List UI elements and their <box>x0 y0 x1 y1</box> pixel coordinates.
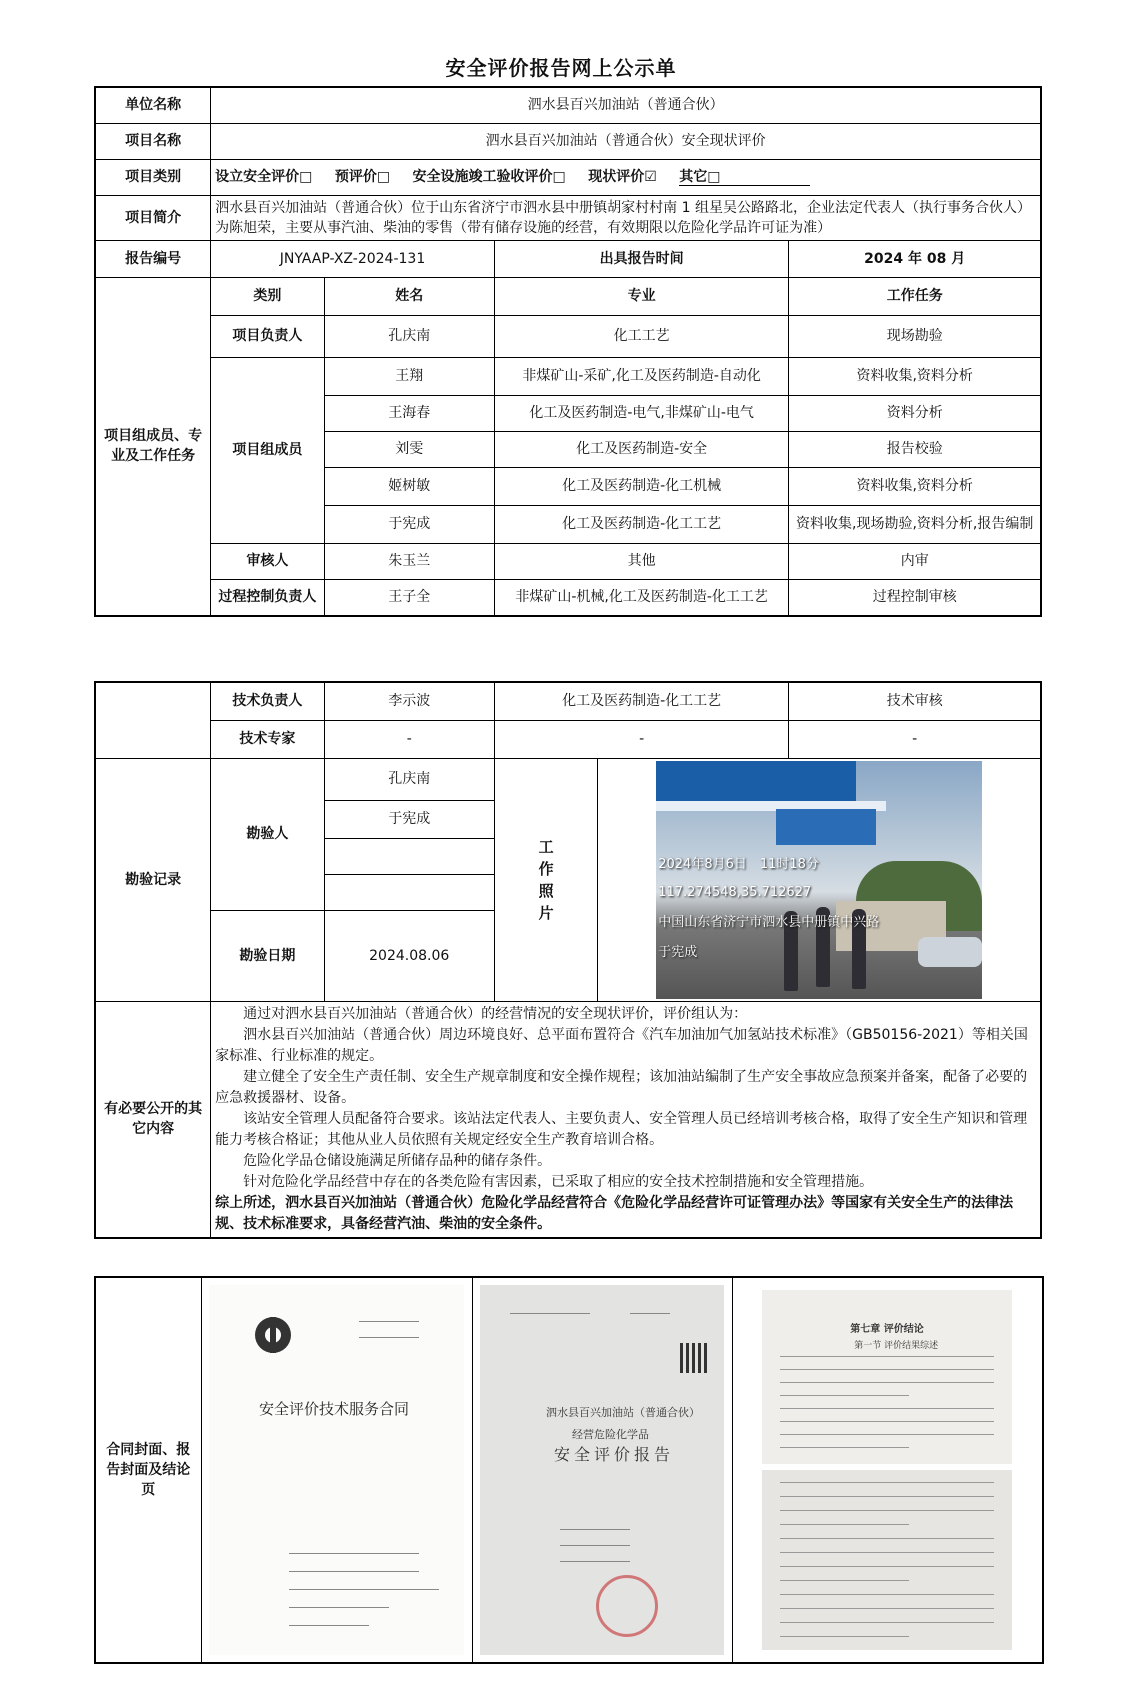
members-header: 姓名 <box>324 277 494 315</box>
doc-line <box>359 1321 419 1322</box>
members-label: 项目组成员、专业及工作任务 <box>95 277 211 616</box>
doc-line <box>780 1622 994 1623</box>
doc-line <box>780 1421 994 1422</box>
inspector-name <box>324 838 494 874</box>
inspector-name <box>324 874 494 910</box>
report-number-label: 报告编号 <box>95 240 211 277</box>
photo-label-char: 工 <box>538 837 554 856</box>
doc-line <box>780 1566 994 1567</box>
member-major: 化工及医药制造-安全 <box>494 431 789 467</box>
doc-line <box>630 1313 670 1314</box>
survey-date: 2024.08.06 <box>324 910 494 1001</box>
company-logo-icon <box>253 1315 293 1355</box>
member-role: 审核人 <box>211 543 324 579</box>
doc-line <box>289 1589 439 1590</box>
photo-sign <box>776 809 876 845</box>
member-name: 朱玉兰 <box>324 543 494 579</box>
work-photo <box>656 761 982 999</box>
inspector-name: 孔庆南 <box>324 758 494 800</box>
category-option: 安全设施竣工验收评价□ <box>412 169 566 185</box>
report-date: 2024 年 08 月 <box>789 240 1041 277</box>
report-title: 安全评价报告 <box>554 1445 675 1464</box>
doc-line <box>780 1408 994 1409</box>
conclusion-page-cell <box>732 1277 1043 1663</box>
report-subtitle: 经营危险化学品 <box>572 1428 649 1441</box>
photo-label-char: 作 <box>538 859 554 878</box>
member-task: 报告校验 <box>789 431 1041 467</box>
member-name: 王翔 <box>324 357 494 395</box>
doc-line <box>780 1636 908 1637</box>
blank-cell <box>95 682 211 758</box>
doc-line <box>359 1337 419 1338</box>
member-major: 化工工艺 <box>494 315 789 357</box>
doc-line <box>780 1524 908 1525</box>
doc-line <box>780 1369 994 1370</box>
doc-line <box>780 1510 994 1511</box>
contract-cover-cell <box>201 1277 472 1663</box>
tech-task: - <box>789 720 1041 758</box>
category-option: 设立安全评价□ <box>215 169 313 185</box>
member-major: 其他 <box>494 543 789 579</box>
covers-table <box>94 1276 1044 1664</box>
survey-table <box>94 681 1042 1239</box>
member-major: 化工及医药制造-化工工艺 <box>494 505 789 543</box>
photo-place: 中国山东省济宁市泗水县中册镇中兴路 <box>658 914 880 930</box>
doc-line <box>780 1356 994 1357</box>
report-cover-cell <box>472 1277 732 1663</box>
doc-line <box>780 1482 994 1483</box>
member-task: 资料分析 <box>789 395 1041 431</box>
member-role: 过程控制负责人 <box>211 579 324 616</box>
doc-line <box>289 1625 369 1626</box>
unit-label: 单位名称 <box>95 87 211 123</box>
doc-line <box>560 1529 630 1530</box>
doc-line <box>780 1580 908 1581</box>
report-date-label: 出具报告时间 <box>494 240 789 277</box>
public-paragraph: 建立健全了安全生产责任制、安全生产规章制度和安全操作规程；该加油站编制了生产安全事故应急预案并备案，配备了必要的应急救援器材、设备。 <box>215 1068 1028 1106</box>
category-option: 预评价□ <box>334 169 391 185</box>
covers-label: 合同封面、报告封面及结论页 <box>95 1277 201 1663</box>
tech-role: 技术负责人 <box>211 682 324 720</box>
member-major: 化工及医药制造-电气,非煤矿山-电气 <box>494 395 789 431</box>
photo-car <box>918 937 982 967</box>
info-table <box>94 86 1042 617</box>
report-cover <box>480 1285 724 1655</box>
intro-label: 项目简介 <box>95 195 211 240</box>
tech-role: 技术专家 <box>211 720 324 758</box>
page-title: 安全评价报告网上公示单 <box>445 56 677 80</box>
doc-line <box>780 1382 994 1383</box>
photo-coords: 117.274548,35.712627 <box>658 884 812 900</box>
report-number: JNYAAP-XZ-2024-131 <box>211 240 495 277</box>
tech-name: 李示波 <box>324 682 494 720</box>
intro-text: 泗水县百兴加油站（普通合伙）位于山东省济宁市泗水县中册镇胡家村村南 1 组星吴公路路北，企业法定代表人（执行事务合伙人）为陈旭荣，主要从事汽油、柴油的零售（带有储存设施的经营，有效期限以危险化学品许可证为准） <box>211 195 1041 240</box>
public-paragraph: 针对危险化学品经营中存在的各类危险有害因素，已采取了相应的安全技术控制措施和安全管理措施。 <box>243 1173 874 1190</box>
member-role: 项目组成员 <box>211 357 324 543</box>
public-paragraph: 泗水县百兴加油站（普通合伙）周边环境良好、总平面布置符合《汽车加油加气加氢站技术标准》（GB50156-2021）等相关国家标准、行业标准的规定。 <box>215 1026 1028 1064</box>
photo-canopy <box>656 761 856 801</box>
doc-line <box>780 1538 994 1539</box>
category-options <box>211 159 1041 195</box>
project-value: 泗水县百兴加油站（普通合伙）安全现状评价 <box>211 123 1041 159</box>
photo-label <box>494 758 598 1001</box>
member-name: 王子全 <box>324 579 494 616</box>
conclusion-subheading: 第一节 评价结果综述 <box>854 1341 939 1351</box>
inspector-name: 于宪成 <box>324 800 494 838</box>
conclusion-page-bottom <box>762 1470 1012 1650</box>
members-header: 工作任务 <box>789 277 1041 315</box>
member-task: 现场勘验 <box>789 315 1041 357</box>
member-task: 资料收集,资料分析 <box>789 467 1041 505</box>
photo-person-name: 于宪成 <box>658 944 698 960</box>
survey-label: 勘验记录 <box>95 758 211 1001</box>
member-name: 于宪成 <box>324 505 494 543</box>
doc-line <box>510 1313 590 1314</box>
member-name: 刘雯 <box>324 431 494 467</box>
inspector-label: 勘验人 <box>211 758 324 910</box>
member-task: 资料收集,现场勘验,资料分析,报告编制 <box>789 505 1041 543</box>
public-conclusion: 综上所述，泗水县百兴加油站（普通合伙）危险化学品经营符合《危险化学品经营许可证管理办法》等国家有关安全生产的法律法规、技术标准要求，具备经营汽油、柴油的安全条件。 <box>215 1194 1014 1232</box>
tech-name: - <box>324 720 494 758</box>
member-name: 姬树敏 <box>324 467 494 505</box>
photo-label-char: 照 <box>538 881 554 900</box>
doc-line <box>780 1552 994 1553</box>
contract-cover <box>209 1285 464 1655</box>
red-seal-icon <box>596 1575 658 1637</box>
unit-value: 泗水县百兴加油站（普通合伙） <box>211 87 1041 123</box>
public-paragraph: 该站安全管理人员配备符合要求。该站法定代表人、主要负责人、安全管理人员已经培训考核合格，取得了安全生产知识和管理能力考核合格证；其他从业人员依照有关规定经安全生产教育培训合格。 <box>215 1110 1028 1148</box>
doc-line <box>780 1608 994 1609</box>
tech-major: - <box>494 720 789 758</box>
conclusion-page-top <box>762 1290 1012 1464</box>
members-header: 类别 <box>211 277 324 315</box>
doc-line <box>780 1434 994 1435</box>
doc-line <box>780 1496 994 1497</box>
public-paragraph: 危险化学品仓储设施满足所储存品种的储存条件。 <box>243 1152 552 1169</box>
contract-title: 安全评价技术服务合同 <box>259 1400 410 1418</box>
member-task: 内审 <box>789 543 1041 579</box>
public-label: 有必要公开的其它内容 <box>95 1001 211 1238</box>
survey-date-label: 勘验日期 <box>211 910 324 1001</box>
public-content <box>211 1001 1041 1238</box>
photo-label-chars <box>499 836 594 924</box>
photo-datetime: 2024年8月6日 11时18分 <box>658 856 819 872</box>
category-label: 项目类别 <box>95 159 211 195</box>
member-task: 过程控制审核 <box>789 579 1041 616</box>
member-major: 化工及医药制造-化工机械 <box>494 467 789 505</box>
photo-label-char: 片 <box>538 903 554 922</box>
conclusion-heading: 第七章 评价结论 <box>850 1324 924 1335</box>
members-header: 专业 <box>494 277 789 315</box>
doc-line <box>289 1553 419 1554</box>
doc-line <box>780 1594 994 1595</box>
member-task: 资料收集,资料分析 <box>789 357 1041 395</box>
doc-line <box>289 1607 389 1608</box>
tech-task: 技术审核 <box>789 682 1041 720</box>
report-company: 泗水县百兴加油站（普通合伙） <box>546 1406 700 1419</box>
member-role: 项目负责人 <box>211 315 324 357</box>
member-name: 孔庆南 <box>324 315 494 357</box>
doc-line <box>780 1395 908 1396</box>
category-option: 其它□ <box>679 169 810 186</box>
member-major: 非煤矿山-机械,化工及医药制造-化工工艺 <box>494 579 789 616</box>
member-name: 王海春 <box>324 395 494 431</box>
category-option: 现状评价☑ <box>588 169 657 185</box>
doc-line <box>560 1561 630 1562</box>
member-major: 非煤矿山-采矿,化工及医药制造-自动化 <box>494 357 789 395</box>
doc-line <box>289 1571 419 1572</box>
doc-line <box>780 1447 908 1448</box>
project-label: 项目名称 <box>95 123 211 159</box>
doc-line <box>560 1545 630 1546</box>
qr-code-icon <box>680 1343 710 1373</box>
photo-cell <box>598 758 1041 1001</box>
tech-major: 化工及医药制造-化工工艺 <box>494 682 789 720</box>
public-paragraph: 通过对泗水县百兴加油站（普通合伙）的经营情况的安全现状评价，评价组认为： <box>243 1005 748 1022</box>
